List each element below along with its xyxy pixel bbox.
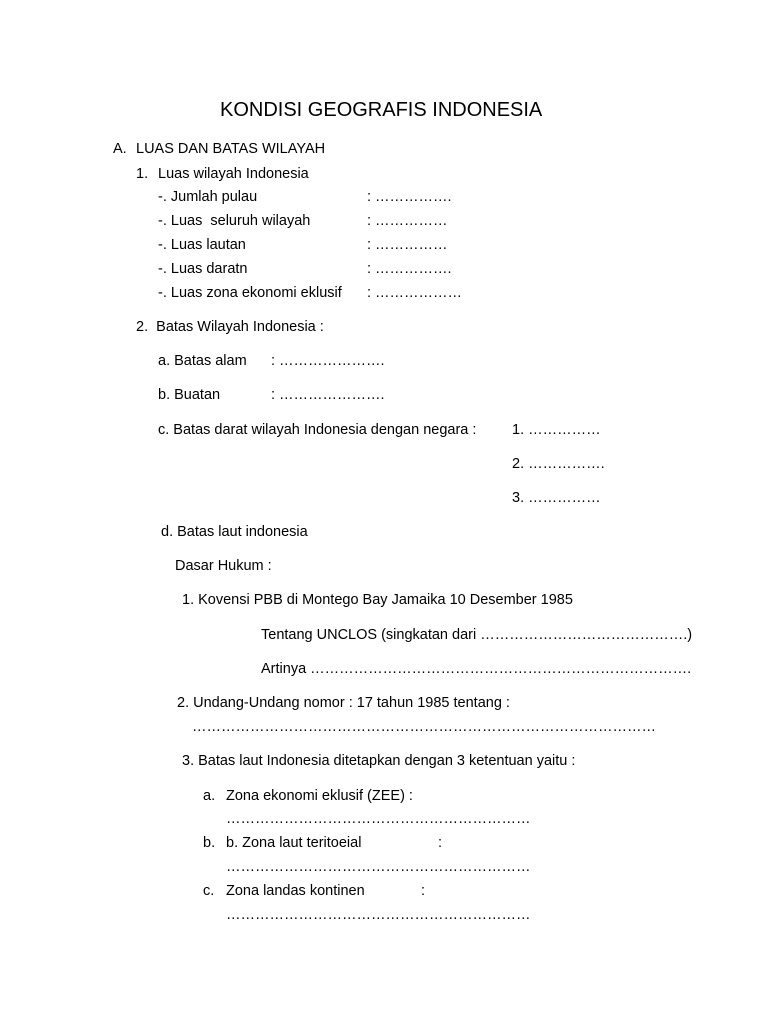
item-2-heading: 2. Batas Wilayah Indonesia : — [136, 319, 324, 335]
land-border-country-blank: 3. …………… — [512, 490, 601, 506]
item-1-marker: 1. — [136, 166, 149, 182]
section-a-marker: A. — [113, 141, 127, 157]
artificial-border-value: : …………………. — [271, 387, 385, 403]
zone-blank: ……………………………………………………… — [226, 811, 531, 827]
zone-colon: : — [438, 835, 443, 851]
land-border-country-blank: 1. …………… — [512, 422, 601, 438]
area-row-value: : ……………. — [367, 261, 452, 277]
zone-marker: c. — [203, 883, 215, 899]
area-row-label: -. Jumlah pulau — [158, 189, 258, 205]
zone-blank: ……………………………………………………… — [226, 859, 531, 875]
area-row-value: : …………… — [367, 237, 448, 253]
zone-label: b. Zona laut teritoeial — [226, 835, 362, 851]
land-border-country-blank: 2. ……………. — [512, 456, 605, 472]
area-row-value: : …………… — [367, 213, 448, 229]
legal-basis-3: 3. Batas laut Indonesia ditetapkan dengan 3 ketentuan yaitu : — [182, 753, 576, 769]
zone-label: Zona ekonomi eklusif (ZEE) : — [226, 788, 413, 804]
artificial-border-label: b. Buatan — [158, 387, 221, 403]
natural-border-label: a. Batas alam — [158, 353, 247, 369]
zone-blank: ……………………………………………………… — [226, 907, 531, 923]
item-1-heading: Luas wilayah Indonesia — [158, 166, 309, 182]
zone-label: Zona landas kontinen — [226, 883, 365, 899]
area-row-value: : ……………. — [367, 189, 452, 205]
area-row-label: -. Luas seluruh wilayah — [158, 213, 311, 229]
legal-basis-1: 1. Kovensi PBB di Montego Bay Jamaika 10 Desember 1985 — [182, 592, 573, 608]
document-title: KONDISI GEOGRAFIS INDONESIA — [220, 99, 543, 121]
natural-border-value: : …………………. — [271, 353, 385, 369]
legal-basis-heading: Dasar Hukum : — [175, 558, 272, 574]
area-row-label: -. Luas daratn — [158, 261, 248, 277]
zone-marker: b. — [203, 835, 216, 851]
legal-basis-2: 2. Undang-Undang nomor : 17 tahun 1985 tentang : — [177, 695, 510, 711]
legal-basis-2-blank: …………………………………………………………………………………… — [192, 719, 656, 735]
zone-colon: : — [421, 883, 426, 899]
sea-border-heading: d. Batas laut indonesia — [161, 524, 308, 540]
land-border-label: c. Batas darat wilayah Indonesia dengan negara : — [158, 422, 477, 438]
unclos-line: Tentang UNCLOS (singkatan dari …………………………………….) — [261, 627, 693, 643]
section-a-heading: LUAS DAN BATAS WILAYAH — [136, 141, 326, 157]
meaning-line: Artinya ……………………………………………………………………. — [261, 661, 692, 677]
area-row-label: -. Luas zona ekonomi eklusif — [158, 285, 342, 301]
zone-marker: a. — [203, 788, 216, 804]
area-row-label: -. Luas lautan — [158, 237, 246, 253]
area-row-value: : ……………… — [367, 285, 463, 301]
